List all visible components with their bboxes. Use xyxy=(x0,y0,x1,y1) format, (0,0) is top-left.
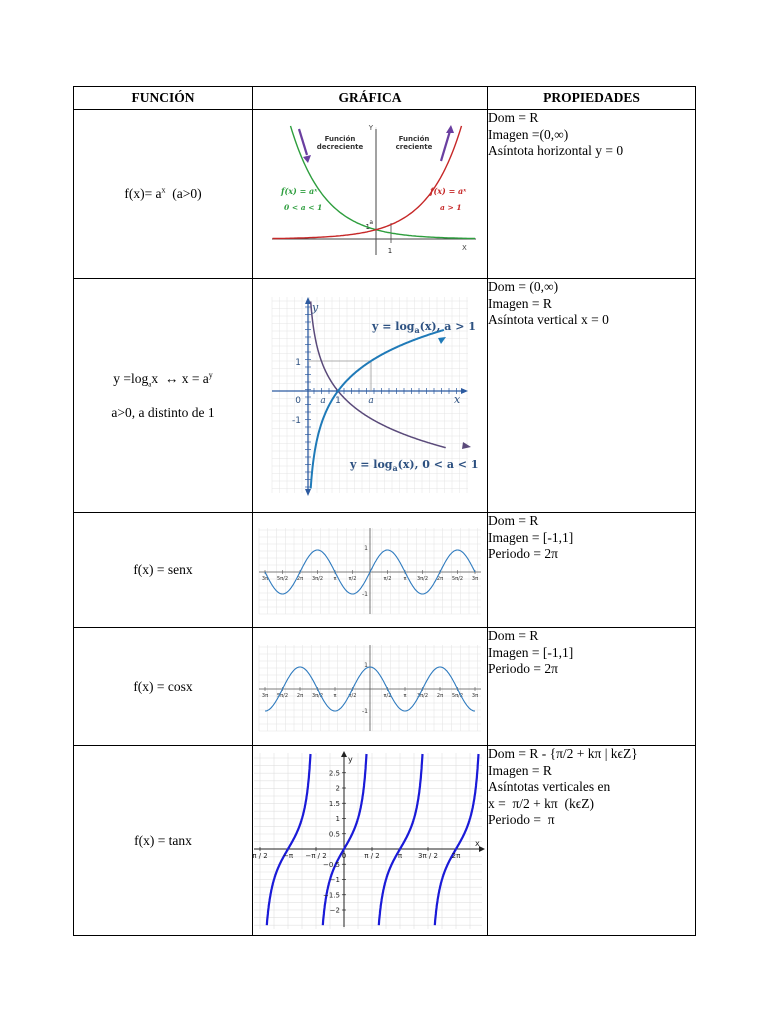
y-tick-label: −1.5 xyxy=(323,890,340,899)
tick-y-bottom: -1 xyxy=(362,591,368,598)
tick-label: π xyxy=(333,576,337,582)
increasing-arrowhead-icon xyxy=(446,125,454,133)
table-row-sine xyxy=(74,513,696,628)
tick-label: π/2 xyxy=(383,692,392,699)
property-line: Imagen = [-1,1] xyxy=(488,644,574,660)
tick-1-x: 1 xyxy=(387,247,392,255)
graph-cell xyxy=(253,628,488,746)
tick-label: 5π/2 xyxy=(451,576,464,582)
property-line: Imagen = [-1,1] xyxy=(488,529,574,545)
table-row-logarithm xyxy=(74,279,696,513)
graph-cell xyxy=(253,513,488,628)
tick-label: 3π xyxy=(261,692,269,699)
tick-label: 3π xyxy=(471,576,479,582)
increasing-curve xyxy=(272,126,461,239)
tick-label: 2π xyxy=(436,576,444,582)
increasing-condition: a > 1 xyxy=(439,203,462,212)
tick-0: 0 xyxy=(294,396,301,406)
tick-a-y: a xyxy=(368,219,373,226)
x-tick-label: π / 2 xyxy=(364,851,380,860)
tick-1-y: 1 xyxy=(365,223,370,231)
decreasing-condition: 0 < a < 1 xyxy=(283,203,322,212)
decreasing-label-2: decreciente xyxy=(316,143,363,151)
tick-1-x: 1 xyxy=(334,396,341,406)
y-tick-label: −1 xyxy=(329,875,340,884)
y-tick-label: 1 xyxy=(335,814,340,823)
tangent-branch xyxy=(435,754,479,925)
y-tick-label: 1.5 xyxy=(328,799,340,808)
properties-cell xyxy=(488,628,696,746)
function-condition: a>0, a distinto de 1 xyxy=(111,404,215,420)
property-line: Asíntotas verticales en xyxy=(488,779,611,794)
function-cell xyxy=(74,746,253,936)
graph-cell xyxy=(253,279,488,513)
x-axis-label: X xyxy=(461,244,467,252)
tangent-graph xyxy=(254,751,486,931)
tick-label: π xyxy=(403,576,407,582)
tick-label: 2π xyxy=(296,576,304,582)
tick-minus-1-y: -1 xyxy=(291,416,301,426)
tick-label: π/2 xyxy=(348,692,357,699)
property-line: Dom = R xyxy=(488,628,539,643)
tangent-branch xyxy=(323,754,367,925)
function-expression: f(x) = senx xyxy=(133,562,193,577)
property-line: Dom = R xyxy=(488,513,539,528)
properties-cell xyxy=(488,110,696,279)
decreasing-formula: f(x) = aˣ xyxy=(280,186,317,196)
graph-cell xyxy=(253,746,488,936)
logarithm-graph xyxy=(268,293,478,498)
exponential-graph xyxy=(258,119,483,269)
tangent-branch xyxy=(267,754,311,925)
table-header-row xyxy=(74,87,696,110)
label-log-decreasing: $y = \log_a(x)$, 0 < a < 1 xyxy=(349,458,478,473)
property-line: Dom = (0,∞) xyxy=(488,279,559,294)
tick-label: 5π/2 xyxy=(276,692,289,699)
decreasing-arrow-icon xyxy=(299,129,307,155)
x-axis-label: x xyxy=(475,838,480,848)
property-line: Imagen =(0,∞) xyxy=(488,126,569,142)
tick-label: 2π xyxy=(436,692,444,699)
y-axis-label: y xyxy=(348,754,353,764)
function-expression: f(x) = cosx xyxy=(133,678,193,694)
x-tick-label: 2π xyxy=(451,851,461,860)
function-cell xyxy=(74,110,253,279)
tick-1-y: 1 xyxy=(294,358,301,368)
property-line: Periodo = 2π xyxy=(488,546,558,561)
tick-label: 3π/2 xyxy=(416,576,429,582)
tick-a-left: a xyxy=(319,396,326,406)
property-line: Imagen = R xyxy=(488,762,552,778)
y-axis-label: Y xyxy=(368,124,373,132)
increasing-formula: f(x) = aˣ xyxy=(429,186,466,196)
function-expression: $f(x)= a^x$ (a>0) xyxy=(124,185,202,201)
property-line: Periodo = π xyxy=(488,812,555,827)
increasing-label-2: creciente xyxy=(395,143,432,151)
tick-y-bottom: -1 xyxy=(362,707,368,715)
increasing-arrowhead-icon xyxy=(438,337,446,344)
graph-cell xyxy=(253,110,488,279)
property-line: Dom = R - {π/2 + kπ | kϵZ} xyxy=(488,746,638,761)
function-cell xyxy=(74,513,253,628)
tick-label: π xyxy=(403,692,407,699)
x-tick-label: −π xyxy=(282,851,294,860)
y-tick-label: −2 xyxy=(329,906,340,914)
tick-y-top: 1 xyxy=(364,661,368,669)
function-cell xyxy=(74,628,253,746)
function-expression: f(x) = tanx xyxy=(134,832,192,848)
tick-label: 2π xyxy=(296,692,304,699)
property-line: Asíntota horizontal y = 0 xyxy=(488,143,624,158)
x-tick-label: 0 xyxy=(341,851,347,860)
property-line: Periodo = 2π xyxy=(488,661,558,676)
property-line: Imagen = R xyxy=(488,295,552,311)
sine-graph xyxy=(257,524,483,616)
function-expression: $y =\log_ax$ ↔ $x = a^y$ xyxy=(113,370,213,389)
tick-label: 3π xyxy=(471,692,479,699)
table-row-tangent xyxy=(74,746,696,936)
increasing-arrow-icon xyxy=(441,131,450,161)
header-grafica: GRÁFICA xyxy=(253,87,488,110)
properties-cell xyxy=(488,513,696,628)
y-tick-label: 2.5 xyxy=(328,768,340,777)
header-propiedades: PROPIEDADES xyxy=(488,87,696,110)
tick-label: 3π/2 xyxy=(416,692,429,699)
properties-cell xyxy=(488,279,696,513)
tick-label: π xyxy=(333,692,337,699)
cosine-graph xyxy=(257,641,483,733)
decreasing-label: Función xyxy=(324,135,355,143)
property-line: Asíntota vertical x = 0 xyxy=(488,312,609,327)
tick-label: 3π/2 xyxy=(311,576,324,582)
y-axis-label: y xyxy=(311,301,318,314)
x-tick-label: −π / 2 xyxy=(305,851,327,860)
x-axis-label: x xyxy=(453,393,460,406)
table-row-cosine xyxy=(74,628,696,746)
tick-label: 3π xyxy=(261,576,269,582)
tick-a-right: a xyxy=(367,396,374,406)
y-tick-label: 0.5 xyxy=(328,829,340,838)
y-tick-label: −0.5 xyxy=(323,860,340,869)
functions-table xyxy=(73,86,696,936)
tick-y-top: 1 xyxy=(364,545,368,552)
tick-label: 5π/2 xyxy=(451,692,464,699)
property-line: Dom = R xyxy=(488,110,539,125)
decreasing-arrowhead-icon xyxy=(462,442,471,449)
tick-label: π/2 xyxy=(383,576,392,582)
increasing-label: Función xyxy=(398,135,429,143)
tick-label: 5π/2 xyxy=(276,576,289,582)
tangent-branch xyxy=(379,754,423,925)
x-tick-label: π / 2 xyxy=(252,851,268,860)
function-cell xyxy=(74,279,253,513)
label-log-increasing: $y = \log_a(x)$, a > 1 xyxy=(371,320,476,335)
x-tick-label: π xyxy=(397,851,403,860)
tick-label: π/2 xyxy=(348,576,357,582)
x-tick-label: 3π / 2 xyxy=(418,851,438,860)
tick-label: 3π/2 xyxy=(311,692,324,699)
table-row-exponential xyxy=(74,110,696,279)
header-funcion: FUNCIÓN xyxy=(74,87,253,110)
properties-cell xyxy=(488,746,696,936)
y-tick-label: 2 xyxy=(335,784,340,792)
property-line: x = π/2 + kπ (kϵZ) xyxy=(488,795,594,811)
